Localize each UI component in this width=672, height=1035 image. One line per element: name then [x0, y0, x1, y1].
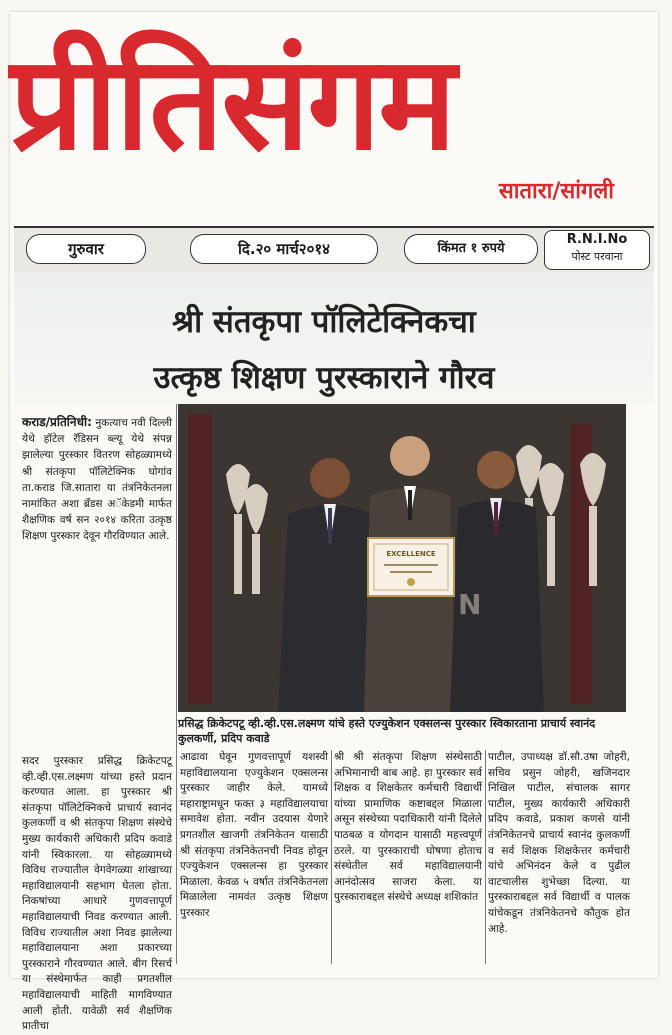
- rni-box: [544, 230, 650, 270]
- certificate-text: EXCELLENCE: [386, 550, 436, 558]
- column-divider: [485, 750, 486, 964]
- edition-label: सातारा/सांगली: [498, 179, 614, 204]
- article-column-3: श्री श्री संतकृपा शिक्षण संस्थेसाठी अभिमानाची बाब आहे. हा पुरस्कार सर्व शिक्षक व शिक्षकेतर कर्मचारी विद्यार्थी यांच्या प्रामाणिक कष्टाबद्दल मिळाला असून संस्थेच्या पदाधिकारी यांनी दिलेले पाठबळ व योगदान यासाठी महत्त्वपूर्ण ठरले. या पुरस्काराची घोषणा होताच संस्थेतील सर्व महाविद्यालयानी आनंदोत्सव साजरा केला. या पुरस्काराबद्दल संस्थेचे अध्यक्ष शशिकांत: [334, 751, 482, 904]
- lead-paragraph: नुकत्याच नवी दिल्ली येथे हॉटेल रॅडिसन ब्ल्यू येथे संपन्न झालेल्या पुरस्कार वितरण सोहळ्यामध्ये श्री संतकृपा पॉलिटेक्निक घोगांव ता.कराड जि.सातारा या तंत्रनिकेतनला नामांकित अशा ब्रँडस अॅकेडमी मार्फत शैक्षणिक वर्ष सन २०१४ करिता उत्कृष्ठ शिक्षण पुरस्कार देवून गौरविण्यात आले.: [22, 417, 172, 543]
- date-label: दि.२० मार्च२०१४: [190, 234, 378, 264]
- article-column-4: पाटील, उपाध्यक्ष डॉ.सौ.उषा जोहरी, सचिव प्रसुन जोहरी, खजिनदार निखिल पाटील, संचालक सागर पाटील, मुख्य कार्यकारी अधिकारी प्रदिप कवाडे, प्रकाश कणसे यांनी तंत्रनिकेतनचे प्राचार्य स्वानंद कुलकर्णी व सर्व शिक्षक शिक्षकेत्तर कर्मचारी यांचे अभिनंदन केले व पुढील वाटचालीस शुभेच्छा दिल्या. या पुरस्काराबद्दल सर्व विद्यार्थी व पालक यांचेकडून तंत्रनिकेतनचे कौतुक होत आहे.: [488, 751, 630, 935]
- headline: [24, 294, 624, 406]
- column-divider: [176, 404, 177, 964]
- headline-line-2: उत्कृष्ठ शिक्षण पुरस्काराने गौरव: [153, 360, 495, 396]
- day-label: गुरुवार: [26, 234, 146, 264]
- article-lead: [22, 414, 172, 545]
- award-photo: [178, 404, 626, 712]
- headline-line-1: श्री संतकृपा पॉलिटेक्निकचा: [172, 304, 476, 340]
- photo-caption: प्रसिद्ध क्रिकेटपटू व्ही.व्ही.एस.लक्ष्मण यांचे हस्ते एज्युकेशन एक्सलन्स पुरस्कार स्विकारताना प्राचार्य स्वानंद कुलकर्णी, प्रदिप कवाडे: [178, 717, 596, 745]
- price-label: किंमत १ रुपये: [404, 234, 538, 264]
- backdrop-letter: N: [458, 588, 482, 621]
- certificate: [368, 538, 454, 596]
- info-bar: [14, 226, 654, 274]
- award-photo-illustration: [178, 404, 626, 712]
- masthead-title: प्रीतिसंगम: [10, 27, 455, 179]
- dateline: कराड/प्रतिनिधी:: [22, 415, 92, 429]
- postal-label: पोस्ट परवाना: [571, 250, 623, 263]
- column-divider: [331, 750, 332, 964]
- article-column-2: आढावा घेवून गुणवत्तापूर्ण यशस्वी महाविद्यालयाना एज्युकेशन एक्सलन्स पुरस्कार जाहीर केले. यामध्ये महाराष्ट्रामधून फक्त ३ महाविद्यालयाचा समावेश होता. नवीन उदयास येणारे प्रगतशील खाजगी तंत्रनिकेतन यासाठी श्री संतकृपा तंत्रनिकेतनची निवड होवून एज्युकेशन एक्सलन्स हा पुरस्कार मिळाला. केवळ ५ वर्षात तंत्रनिकेतनला मिळालेला नामवंत उत्कृष्ठ शिक्षण पुरस्कार: [180, 751, 328, 919]
- article-column-1: सदर पुरस्कार प्रसिद्ध क्रिकेटपटू व्ही.व्ही.एस.लक्ष्मण यांच्या हस्ते प्रदान करण्यात आला. हा पुरस्कार श्री संतकृपा पॉलिटेक्निकचे प्राचार्य स्वानंद कुलकर्णी व श्री संतकृपा शिक्षण संस्थेचे मुख्य कार्यकारी अधिकारी प्रदिप कवाडे यांनी स्विकारला. या सोहळ्यामध्ये विविध राज्यातील वेगवेगळ्या शांखाच्या महाविद्यालयानी सहभाग घेतला होता. निकषांच्या आधारे गुणवत्तापूर्ण महाविद्यालयाची निवड करण्यात आली. विविध राज्यातील अशा निवड झालेल्या महाविद्यालयाना अशा प्रकारच्या पुरस्काराने गौरवण्यात आले. बीग रिसर्च या संस्थेमार्फत काही प्रगतशील महाविद्यालयाची माहिती मागविण्यात आली होती. यावेळी सर्व शैक्षणिक प्रातीचा: [22, 755, 172, 1033]
- rni-label: R.N.I.No: [566, 232, 628, 247]
